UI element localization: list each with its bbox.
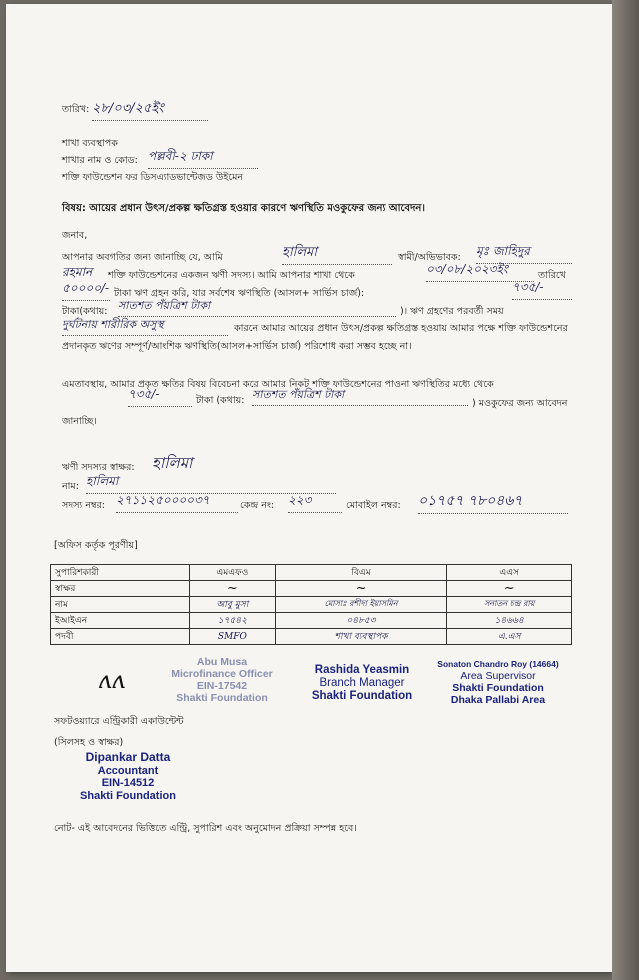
table-cell: ০৪৮৫৩ (275, 613, 447, 629)
stamp-line: Dhaka Pallabi Area (450, 693, 546, 706)
member-no-label: সদস্য নম্বর: (62, 500, 106, 511)
footer-note: নোট- এই আবেদনের ভিত্তিতে এন্ট্রি, সুপারিশ এবং অনুমোদন প্রক্রিয়া সম্পন্ন হবে। (54, 823, 357, 834)
stamp-line: Rashida Yeasmin (314, 664, 410, 676)
table-row (51, 581, 572, 597)
office-caption: [অফিস কর্তৃক পূরণীয়] (54, 540, 138, 551)
body-text: টাকা (কথায়: (196, 395, 245, 406)
table-row (51, 597, 572, 613)
stamp-line: Microfinance Officer (171, 668, 273, 681)
stamp-line: Shakti Foundation (176, 692, 268, 705)
stamp-line: Area Supervisor (460, 669, 536, 682)
stamp-line: Branch Manager (319, 677, 405, 690)
table-row (51, 565, 572, 581)
loan-date-handwritten: ০৩/০৮/২০২৩ইং (426, 261, 534, 282)
guardian-handwritten-cont: রহমান (62, 265, 93, 279)
body-paragraph-2-end: ) মওকুফের জন্য আবেদন জানাচ্ছি। (62, 398, 568, 428)
body-paragraph-2: এমতাবস্থায়, আমার প্রকৃত ক্ষতির বিষয় বিবেচনা করে আমার নিকট শক্তি ফাউন্ডেশনের পাওনা ঋণস্থিতির মধ্যে থেকে (62, 379, 494, 390)
mobile-label: মোবাইল নম্বর: (346, 500, 401, 511)
mobile-handwritten: ০১৭৫৭ ৭৮০৪৬৭ (418, 489, 568, 514)
row-label: ইআইএন (51, 613, 190, 629)
applicant-name-handwritten: হালিমা (86, 473, 336, 494)
table-cell: মোসাঃ রশীদা ইয়াসমিন (275, 597, 447, 613)
table-header-cell: সুপারিশকারী (51, 565, 190, 581)
applicant-sign-label: ঋণী সদস্যর স্বাক্ষর: (62, 462, 135, 473)
bm-stamp (296, 664, 428, 704)
mfo-signature-mark: ʌʌ (98, 666, 126, 694)
stamp-line: EIN-14512 (101, 777, 155, 790)
table-header-cell: বিএম (275, 565, 447, 581)
guardian-handwritten: মৃঃ জাহিদুর (476, 243, 572, 264)
table-row (51, 613, 572, 629)
branch-name-value: পল্লবী-২ ঢাকা (148, 148, 258, 169)
address-line-3: শক্তি ফাউন্ডেশন ফর ডিসএ্যাডভান্টেজড উইমেন (62, 172, 244, 183)
row-label: নাম (51, 597, 190, 613)
mfo-stamp (152, 656, 292, 704)
accountant-stamp (58, 751, 198, 803)
date-label: তারিখ: (62, 104, 90, 115)
balance-handwritten: ৭৩৫/- (512, 279, 572, 300)
scan-background-edge (612, 0, 639, 980)
salutation: জনাব, (62, 230, 88, 241)
office-table (50, 564, 572, 645)
center-handwritten: ২২৩ (288, 492, 342, 513)
loan-amount-handwritten: ৫০০০০/- (62, 280, 110, 301)
reason-handwritten: দুর্ঘটনায় শারীরিক অসুস্থ (62, 316, 228, 336)
software-accountant-sub: (সিলসহ ও স্বাক্ষর) (54, 737, 124, 748)
waive-words-handwritten: সাতশত পঁয়ত্রিশ টাকা (252, 386, 468, 406)
row-label: পদবী (51, 629, 190, 645)
as-stamp (428, 660, 568, 706)
table-cell: ১৪৬৬৪ (447, 613, 572, 629)
stamp-line: Sonaton Chandro Roy (14664) (437, 659, 559, 669)
body-text: স্বামী/অভিভাবক: (398, 252, 461, 263)
table-header-cell: এমএফও (190, 565, 276, 581)
date-value: ২৮/০৩/২৫ইং (92, 99, 208, 121)
stamp-line: Accountant (97, 764, 159, 777)
body-text: আপনার অবগতির জন্য জানাচ্ছি যে, আমি (62, 252, 223, 263)
body-text: টাকা ঋণ গ্রহন করি, যার সর্বশেষ ঋণস্থিতি (আসল+ সার্ভিস চার্জ): (114, 288, 365, 299)
stamp-line: EIN-17542 (196, 680, 248, 693)
table-cell: সনাতন চন্দ্র রায় (447, 597, 572, 613)
stamp-line: Shakti Foundation (452, 681, 544, 694)
table-cell: ১৭৫৪২ (190, 613, 276, 629)
software-accountant-title: সফটওয়্যারে এন্ট্রিকারী একাউন্টেন্ট (54, 716, 184, 727)
signature-cell: ~ (190, 581, 276, 597)
address-line-1: শাখা ব্যবস্থাপক (62, 138, 118, 149)
table-cell: আবু মুসা (190, 597, 276, 613)
body-text: )। ঋণ গ্রহণের পরবর্তী সময় (400, 306, 504, 317)
table-cell: শাখা ব্যবস্থাপক (275, 629, 447, 645)
applicant-name-label: নাম: (62, 481, 79, 492)
stamp-line: Dipankar Datta (85, 750, 171, 764)
table-header-cell: এএস (447, 565, 572, 581)
waive-amount-handwritten: ৭৩৫/- (128, 386, 192, 407)
balance-words-handwritten: সাতশত পঁয়ত্রিশ টাকা (118, 297, 396, 317)
stamp-line: Shakti Foundation (80, 790, 176, 803)
body-text: তারিখে (538, 270, 566, 281)
applicant-signature: হালিমা (152, 454, 193, 472)
signature-cell: ~ (447, 581, 572, 597)
member-no-handwritten: ২৭১১২৫০০০০৩৭ (116, 492, 238, 513)
center-label: কেন্দ্র নং: (240, 500, 275, 511)
signature-cell: ~ (275, 581, 447, 597)
stamp-line: Abu Musa (196, 656, 248, 668)
table-cell: এ.এস (447, 629, 572, 645)
row-label: স্বাক্ষর (51, 581, 190, 597)
body-text: টাকা(কথায়: (62, 306, 108, 317)
address-line-2-label: শাখার নাম ও কোড: (62, 155, 138, 166)
subject-line: বিষয়: আয়ের প্রধান উৎস/প্রকল্প ক্ষতিগ্রস্ত হওয়ার কারণে ঋণস্থিতি মওকুফের জন্য আবেদন। (62, 203, 425, 214)
table-row (51, 629, 572, 645)
member-name-handwritten: হালিমা (282, 243, 392, 265)
stamp-line: Shakti Foundation (311, 690, 413, 703)
table-cell: SMFO (190, 629, 276, 645)
body-paragraph-1-end: কারনে আমার আয়ের প্রধান উৎস/প্রকল্প ক্ষতিগ্রস্ত হওয়ায় আমার পক্ষে শক্তি ফাউন্ডেশনের প্রদানকৃত ঋণের সম্পূর্ণ/আংশিক ঋণস্থিতি(আসল+সার্ভিস চার্জ) পরিশোধ করা সম্ভব হচ্ছে না। (62, 323, 568, 353)
body-text: শক্তি ফাউন্ডেশনের একজন ঋণী সদস্য। আমি আপনার শাখা থেকে (108, 270, 355, 281)
